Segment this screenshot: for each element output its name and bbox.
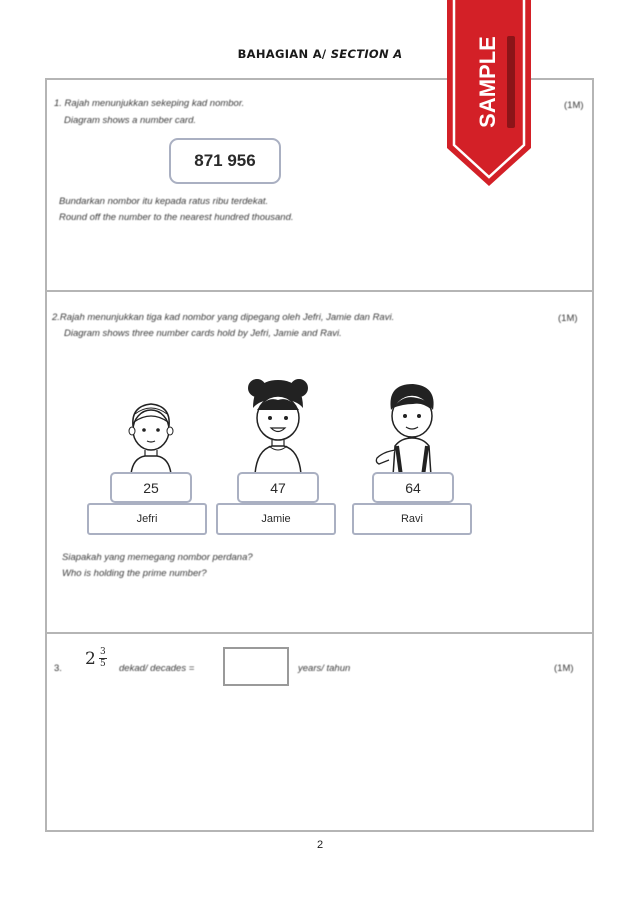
- section-title: [0, 47, 640, 61]
- number-card: 871 956: [169, 138, 281, 184]
- mixed-fraction: [85, 648, 107, 669]
- q2-mark: (1M): [558, 313, 578, 324]
- fraction-whole: 2: [85, 648, 96, 669]
- q2-question-en: Who is holding the prime number?: [62, 568, 207, 579]
- name-card-jamie: Jamie: [216, 503, 336, 535]
- question-2-box: [45, 292, 594, 634]
- page-number: 2: [316, 839, 324, 851]
- boy-ravi-illustration: [373, 380, 445, 476]
- q1-instruction-ms: 1. Rajah menunjukkan sekeping kad nombor.: [54, 98, 245, 109]
- sample-ribbon-stamp: [447, 0, 531, 186]
- number-card-ravi: 64: [372, 472, 454, 503]
- q3-text-after: years/ tahun: [298, 663, 351, 674]
- boy-jefri-illustration: [125, 400, 177, 474]
- q1-question-en: Round off the number to the nearest hundred thousand.: [59, 212, 294, 223]
- section-title-en: SECTION A: [330, 47, 403, 61]
- number-card-jefri: 25: [110, 472, 192, 503]
- question-3-box: [45, 634, 594, 832]
- fraction-numerator: 3: [99, 647, 106, 657]
- q3-mark: (1M): [554, 663, 574, 674]
- q1-instruction-en: Diagram shows a number card.: [64, 115, 196, 126]
- q2-instruction-ms: 2.Rajah menunjukkan tiga kad nombor yang dipegang oleh Jefri, Jamie dan Ravi.: [52, 312, 395, 323]
- q3-answer-box[interactable]: [223, 647, 289, 686]
- fraction-denominator: 5: [99, 659, 106, 669]
- q3-text-before: dekad/ decades =: [119, 663, 195, 674]
- q2-question-ms: Siapakah yang memegang nombor perdana?: [62, 552, 253, 563]
- q2-instruction-en: Diagram shows three number cards hold by Jefri, Jamie and Ravi.: [64, 328, 342, 339]
- name-card-jefri: Jefri: [87, 503, 207, 535]
- number-card-jamie: 47: [237, 472, 319, 503]
- q1-mark: (1M): [564, 100, 584, 111]
- q3-number: 3.: [54, 663, 62, 674]
- q1-question-ms: Bundarkan nombor itu kepada ratus ribu terdekat.: [59, 196, 269, 207]
- sample-ribbon-text: SAMPLE: [475, 36, 500, 128]
- section-title-ms: BAHAGIAN A/: [237, 47, 327, 61]
- name-card-ravi: Ravi: [352, 503, 472, 535]
- girl-jamie-illustration: [247, 374, 309, 474]
- fraction-part: [99, 648, 107, 669]
